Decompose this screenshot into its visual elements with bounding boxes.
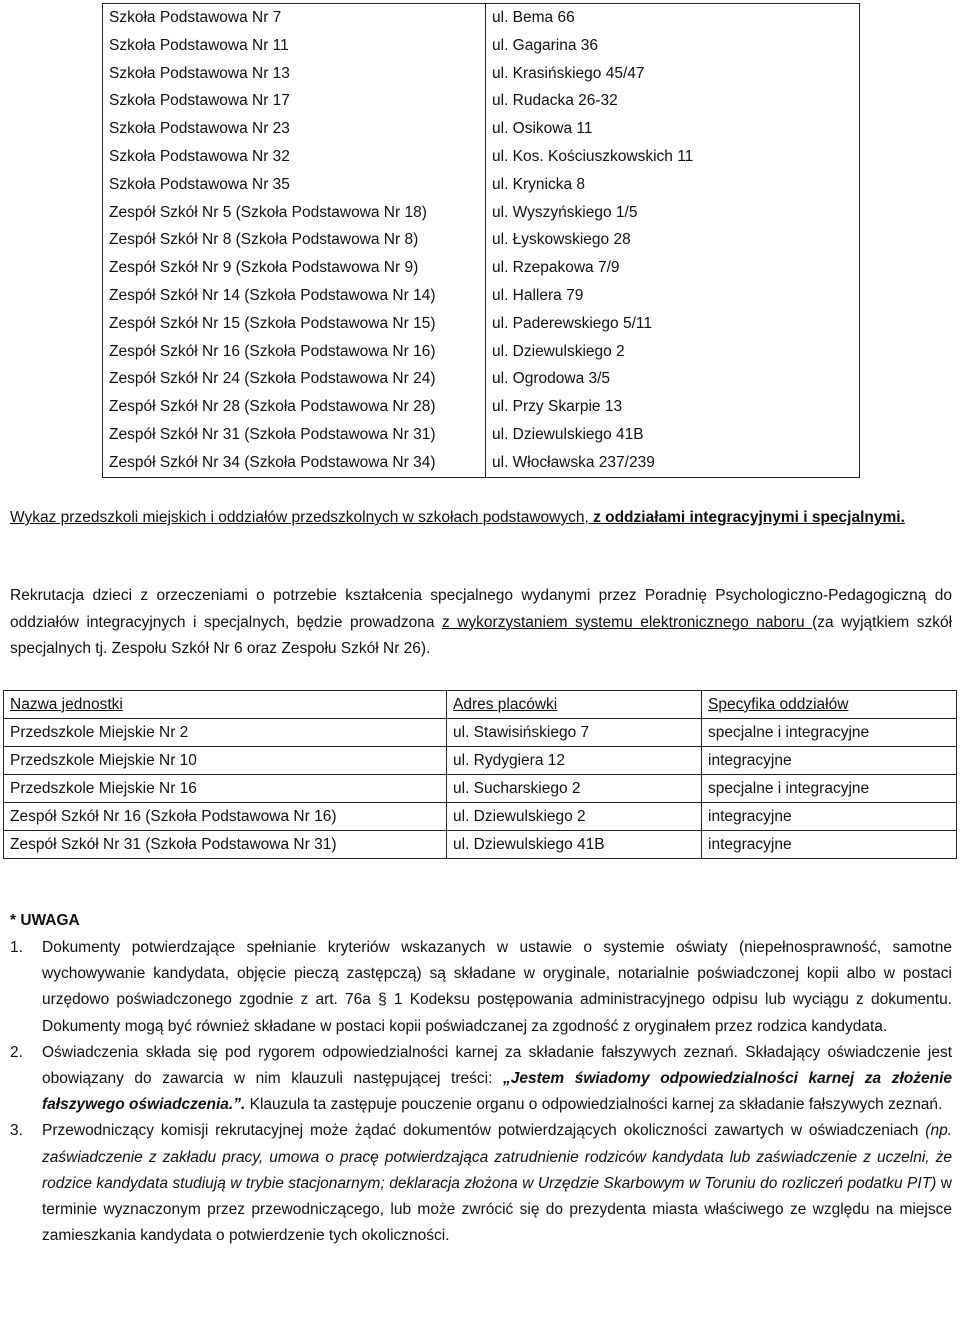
table-row xyxy=(103,365,860,393)
unit-name: Przedszkole Miejskie Nr 2 xyxy=(4,719,447,747)
table-row xyxy=(103,87,860,115)
heading-bold-text: z oddziałami integracyjnymi i specjalnymi. xyxy=(593,509,905,526)
table-row xyxy=(103,393,860,421)
table-row xyxy=(103,143,860,171)
school-address: ul. Krasińskiego 45/47 xyxy=(486,60,860,88)
paragraph-text-end: (za wyjątkiem szkół specjalnych tj. Zespołu Szkół Nr 6 oraz Zespołu Szkół Nr 26). xyxy=(10,613,953,657)
school-address: ul. Łyskowskiego 28 xyxy=(486,226,860,254)
preschool-table-header xyxy=(4,691,957,719)
notes-title: * UWAGA xyxy=(10,912,80,929)
note-text-end: Klauzula ta zastępuje pouczenie organu o odpowiedzialności karnej za składanie fałszywych zeznań. xyxy=(245,1096,943,1114)
note-text: Oświadczenia składa się pod rygorem odpowiedzialności karnej za składanie fałszywych zeznań. Składający oświadczenie jest obowiązany do zawarcia w nim klauzuli następującej treści: xyxy=(42,1043,952,1088)
school-name: Szkoła Podstawowa Nr 17 xyxy=(109,92,290,110)
header-address: Adres placówki xyxy=(447,691,702,719)
unit-specifics: integracyjne xyxy=(702,747,957,775)
recruitment-paragraph xyxy=(10,583,952,663)
school-name: Zespół Szkół Nr 8 (Szkoła Podstawowa Nr 8) xyxy=(109,231,419,249)
note-item-2 xyxy=(10,1040,952,1119)
school-address: ul. Dziewulskiego 41B xyxy=(486,421,860,449)
school-address: ul. Gagarina 36 xyxy=(486,32,860,60)
school-name: Zespół Szkół Nr 34 (Szkoła Podstawowa Nr 34) xyxy=(109,453,436,471)
school-name: Szkoła Podstawowa Nr 13 xyxy=(109,64,290,82)
unit-address: ul. Dziewulskiego 2 xyxy=(447,803,702,831)
note-item-1 xyxy=(10,935,952,1040)
unit-address: ul. Dziewulskiego 41B xyxy=(447,831,702,859)
school-address: ul. Dziewulskiego 2 xyxy=(486,338,860,366)
school-address: ul. Bema 66 xyxy=(486,4,860,32)
school-name: Zespół Szkół Nr 31 (Szkoła Podstawowa Nr 31) xyxy=(109,425,436,443)
school-name: Zespół Szkół Nr 16 (Szkoła Podstawowa Nr 16) xyxy=(109,342,436,360)
school-address: ul. Ogrodowa 3/5 xyxy=(486,365,860,393)
note-number: 3. xyxy=(10,1122,23,1140)
school-address: ul. Włocławska 237/239 xyxy=(486,449,860,477)
table-row xyxy=(103,254,860,282)
school-address: ul. Kos. Kościuszkowskich 11 xyxy=(486,143,860,171)
school-address: ul. Hallera 79 xyxy=(486,282,860,310)
school-address: ul. Rzepakowa 7/9 xyxy=(486,254,860,282)
table-row xyxy=(4,831,957,859)
school-name: Szkoła Podstawowa Nr 35 xyxy=(109,175,290,193)
school-name: Zespół Szkół Nr 5 (Szkoła Podstawowa Nr 18) xyxy=(109,203,427,221)
schools-table xyxy=(102,3,860,478)
heading-text: Wykaz przedszkoli miejskich i oddziałów przedszkolnych w szkołach podstawowych, xyxy=(10,509,594,526)
notes-list xyxy=(10,935,952,1249)
table-row xyxy=(103,32,860,60)
table-row xyxy=(103,421,860,449)
school-name: Szkoła Podstawowa Nr 7 xyxy=(109,9,282,26)
school-name: Szkoła Podstawowa Nr 32 xyxy=(109,147,290,165)
paragraph-underlined-text: z wykorzystaniem systemu elektronicznego naboru xyxy=(441,613,813,631)
table-row xyxy=(4,775,957,803)
unit-address: ul. Sucharskiego 2 xyxy=(447,775,702,803)
unit-address: ul. Stawisińskiego 7 xyxy=(447,719,702,747)
school-address: ul. Paderewskiego 5/11 xyxy=(486,310,860,338)
note-clause: „Jestem świadomy odpowiedzialności karnej za złożenie fałszywego oświadczenia.”. xyxy=(42,1070,952,1114)
table-row xyxy=(103,115,860,143)
table-row xyxy=(103,60,860,88)
school-address: ul. Krynicka 8 xyxy=(486,171,860,199)
note-number: 1. xyxy=(10,939,23,956)
preschool-list-heading xyxy=(10,505,945,531)
note-text: Dokumenty potwierdzające spełnianie kryteriów wskazanych w ustawie o systemie oświaty (niepełnosprawność, samotne wychowywanie kandydata, objęcie pieczą zastępczą) są składane w oryginale, notarialnie poświadczonej kopii albo w postaci urzędowo poświadczonego zgodnie z art. 76a § 1 Kodeksu postępowania administracyjnego odpisu lub wyciągu z dokumentu. Dokumenty mogą być również składane w postaci kopii poświadczanej za zgodność z oryginałem przez rodzica kandydata. xyxy=(42,939,952,1035)
unit-name: Przedszkole Miejskie Nr 16 xyxy=(4,775,447,803)
unit-name: Przedszkole Miejskie Nr 10 xyxy=(4,747,447,775)
table-row xyxy=(103,171,860,199)
table-row xyxy=(103,449,860,477)
table-row xyxy=(103,199,860,227)
note-item-3 xyxy=(10,1118,952,1249)
unit-name: Zespół Szkół Nr 16 (Szkoła Podstawowa Nr 16) xyxy=(4,803,447,831)
note-text: Przewodniczący komisji rekrutacyjnej może żądać dokumentów potwierdzających okoliczności zawartych w oświadczeniach xyxy=(42,1122,926,1140)
school-address: ul. Przy Skarpie 13 xyxy=(486,393,860,421)
preschool-table xyxy=(3,690,957,859)
table-row xyxy=(4,719,957,747)
note-text-end: w terminie wyznaczonym przez przewodniczącego, lub może zwrócić się do prezydenta miasta właściwego ze względu na miejsce zamieszkania kandydata o potwierdzenie tych okoliczności. xyxy=(42,1174,952,1245)
note-number: 2. xyxy=(10,1043,23,1061)
unit-specifics: specjalne i integracyjne xyxy=(702,775,957,803)
unit-specifics: integracyjne xyxy=(702,803,957,831)
school-address: ul. Rudacka 26-32 xyxy=(486,87,860,115)
school-name: Szkoła Podstawowa Nr 23 xyxy=(109,120,290,138)
school-address: ul. Osikowa 11 xyxy=(486,115,860,143)
note-examples: (np. zaświadczenie z zakładu pracy, umowa o pracę potwierdzająca zatrudnienie rodziców kandydata lub zaświadczenie z uczelni, że rodzice kandydata studiują w trybie stacjonarnym; deklaracja złożona w Urzędzie Skarbowym w Toruniu do rozliczeń podatku PIT) xyxy=(42,1122,952,1192)
table-row xyxy=(103,226,860,254)
unit-specifics: integracyjne xyxy=(702,831,957,859)
school-name: Zespół Szkół Nr 9 (Szkoła Podstawowa Nr 9) xyxy=(109,259,419,277)
table-row xyxy=(4,747,957,775)
unit-name: Zespół Szkół Nr 31 (Szkoła Podstawowa Nr 31) xyxy=(4,831,447,859)
school-name: Szkoła Podstawowa Nr 11 xyxy=(109,36,289,54)
header-unit-name: Nazwa jednostki xyxy=(4,691,447,719)
table-row xyxy=(103,338,860,366)
table-row xyxy=(4,803,957,831)
table-row xyxy=(103,282,860,310)
unit-address: ul. Rydygiera 12 xyxy=(447,747,702,775)
school-name: Zespół Szkół Nr 14 (Szkoła Podstawowa Nr 14) xyxy=(109,286,436,304)
table-row xyxy=(103,4,860,32)
paragraph-text: Rekrutacja dzieci z orzeczeniami o potrzebie kształcenia specjalnego wydanymi przez Poradnię Psychologiczno-Pedagogiczną do oddziałów integracyjnych i specjalnych, będzie prowadzona xyxy=(10,587,952,631)
school-name: Zespół Szkół Nr 24 (Szkoła Podstawowa Nr 24) xyxy=(109,370,436,388)
table-row xyxy=(103,310,860,338)
school-address: ul. Wyszyńskiego 1/5 xyxy=(486,199,860,227)
header-specifics: Specyfika oddziałów xyxy=(702,691,957,719)
unit-specifics: specjalne i integracyjne xyxy=(702,719,957,747)
school-name: Zespół Szkół Nr 15 (Szkoła Podstawowa Nr 15) xyxy=(109,314,436,332)
school-name: Zespół Szkół Nr 28 (Szkoła Podstawowa Nr 28) xyxy=(109,398,436,416)
